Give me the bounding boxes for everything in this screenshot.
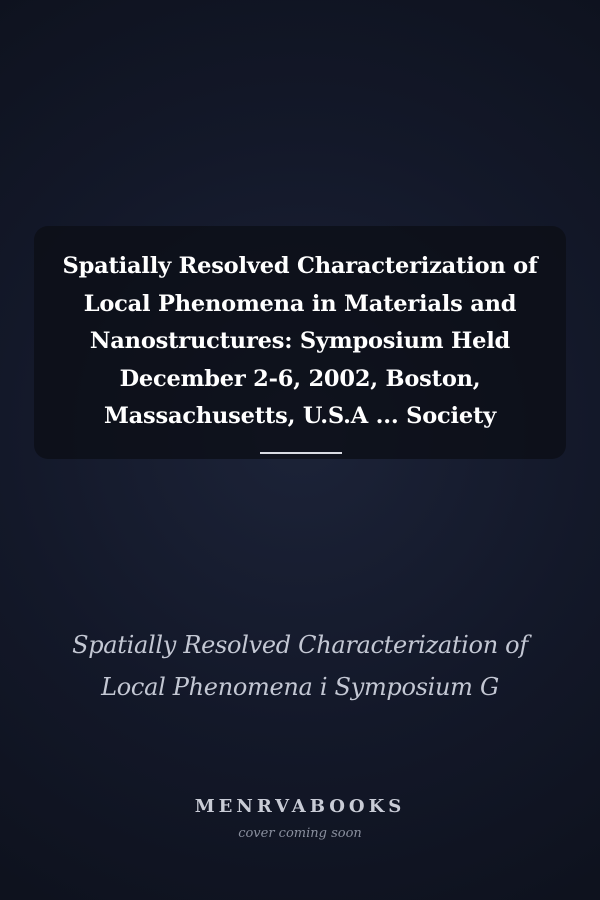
book-title: Spatially Resolved Characterization of Local Phenomena in Materials and Nanostructures: Symposium Held December 2-6, 2002, Boston, Massachusetts, U.S.A ... Society <box>62 253 538 429</box>
cover-placeholder-note: cover coming soon <box>238 826 362 841</box>
book-subtitle: Spatially Resolved Characterization of Local Phenomena i Symposium G <box>72 631 528 701</box>
title-divider <box>260 452 342 454</box>
title-panel <box>34 226 566 459</box>
publisher-name: MENRVABOOKS <box>194 796 406 817</box>
